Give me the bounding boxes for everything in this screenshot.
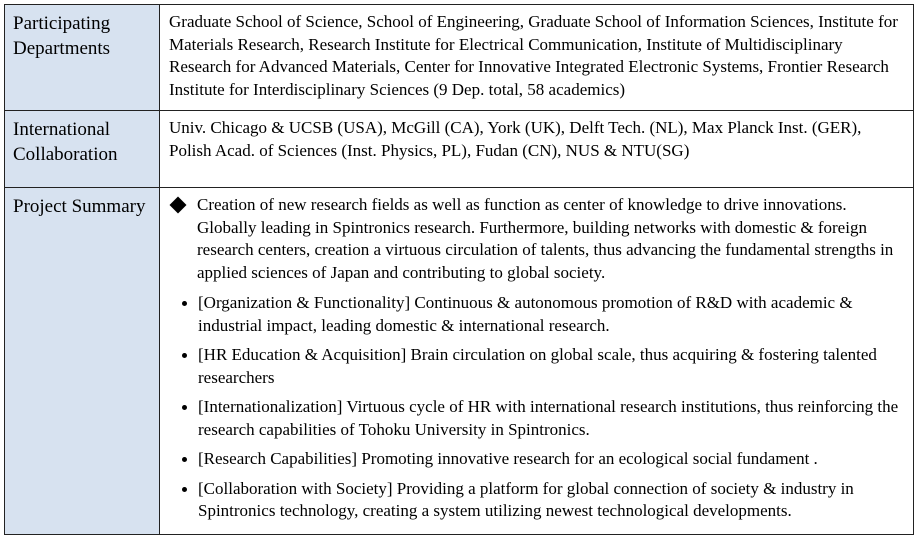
bullet-dot-icon (182, 405, 187, 410)
info-table (4, 4, 914, 535)
project-summary-label: Project Summary (5, 188, 160, 535)
bullet-dot-icon (182, 353, 187, 358)
table-row (5, 5, 914, 111)
project-summary-content (160, 188, 914, 535)
diamond-bullet-icon (170, 197, 187, 214)
bullet-dot-icon (182, 457, 187, 462)
list-item (182, 478, 903, 523)
summary-main-point (172, 194, 903, 284)
bullet-text: [HR Education & Acquisition] Brain circulation on global scale, thus acquiring & fostering talented researchers (198, 345, 877, 387)
bullet-dot-icon (182, 301, 187, 306)
participating-departments-label: Participating Departments (5, 5, 160, 111)
bullet-text: [Internationalization] Virtuous cycle of HR with international research institutions, thus reinforcing the research capabilities of Tohoku University in Spintronics. (198, 397, 899, 439)
list-item (182, 344, 903, 389)
list-item (182, 396, 903, 441)
summary-main-text: Creation of new research fields as well as function as center of knowledge to drive innovations. Globally leading in Spintronics research. Furthermore, building networks with domestic & foreign research centers, creation a virtuous circulation of talents, thus advancing the fundamental strengths in applied sciences of Japan and contributing to global society. (197, 195, 894, 282)
table-row (5, 111, 914, 188)
list-item (182, 292, 903, 337)
bullet-text: [Research Capabilities] Promoting innovative research for an ecological social fundament . (198, 449, 818, 468)
list-item (182, 448, 903, 471)
bullet-dot-icon (182, 487, 187, 492)
summary-bullet-list (169, 292, 903, 523)
international-collaboration-label: International Collaboration (5, 111, 160, 188)
bullet-text: [Collaboration with Society] Providing a platform for global connection of society & industry in Spintronics technology, creating a system utilizing newest technological developments. (198, 478, 854, 520)
table-row (5, 188, 914, 535)
international-collaboration-content: Univ. Chicago & UCSB (USA), McGill (CA), York (UK), Delft Tech. (NL), Max Planck Inst. (GER), Polish Acad. of Sciences (Inst. Physics, PL), Fudan (CN), NUS & NTU(SG) (160, 111, 914, 188)
participating-departments-content: Graduate School of Science, School of Engineering, Graduate School of Information Sciences, Institute for Materials Research, Research Institute for Electrical Communication, Institute of Multidisciplinary Research for Advanced Materials, Center for Innovative Integrated Electronic Systems, Frontier Research Institute for Interdisciplinary Sciences (9 Dep. total, 58 academics) (160, 5, 914, 111)
bullet-text: [Organization & Functionality] Continuous & autonomous promotion of R&D with academic & industrial impact, leading domestic & international research. (198, 293, 853, 335)
